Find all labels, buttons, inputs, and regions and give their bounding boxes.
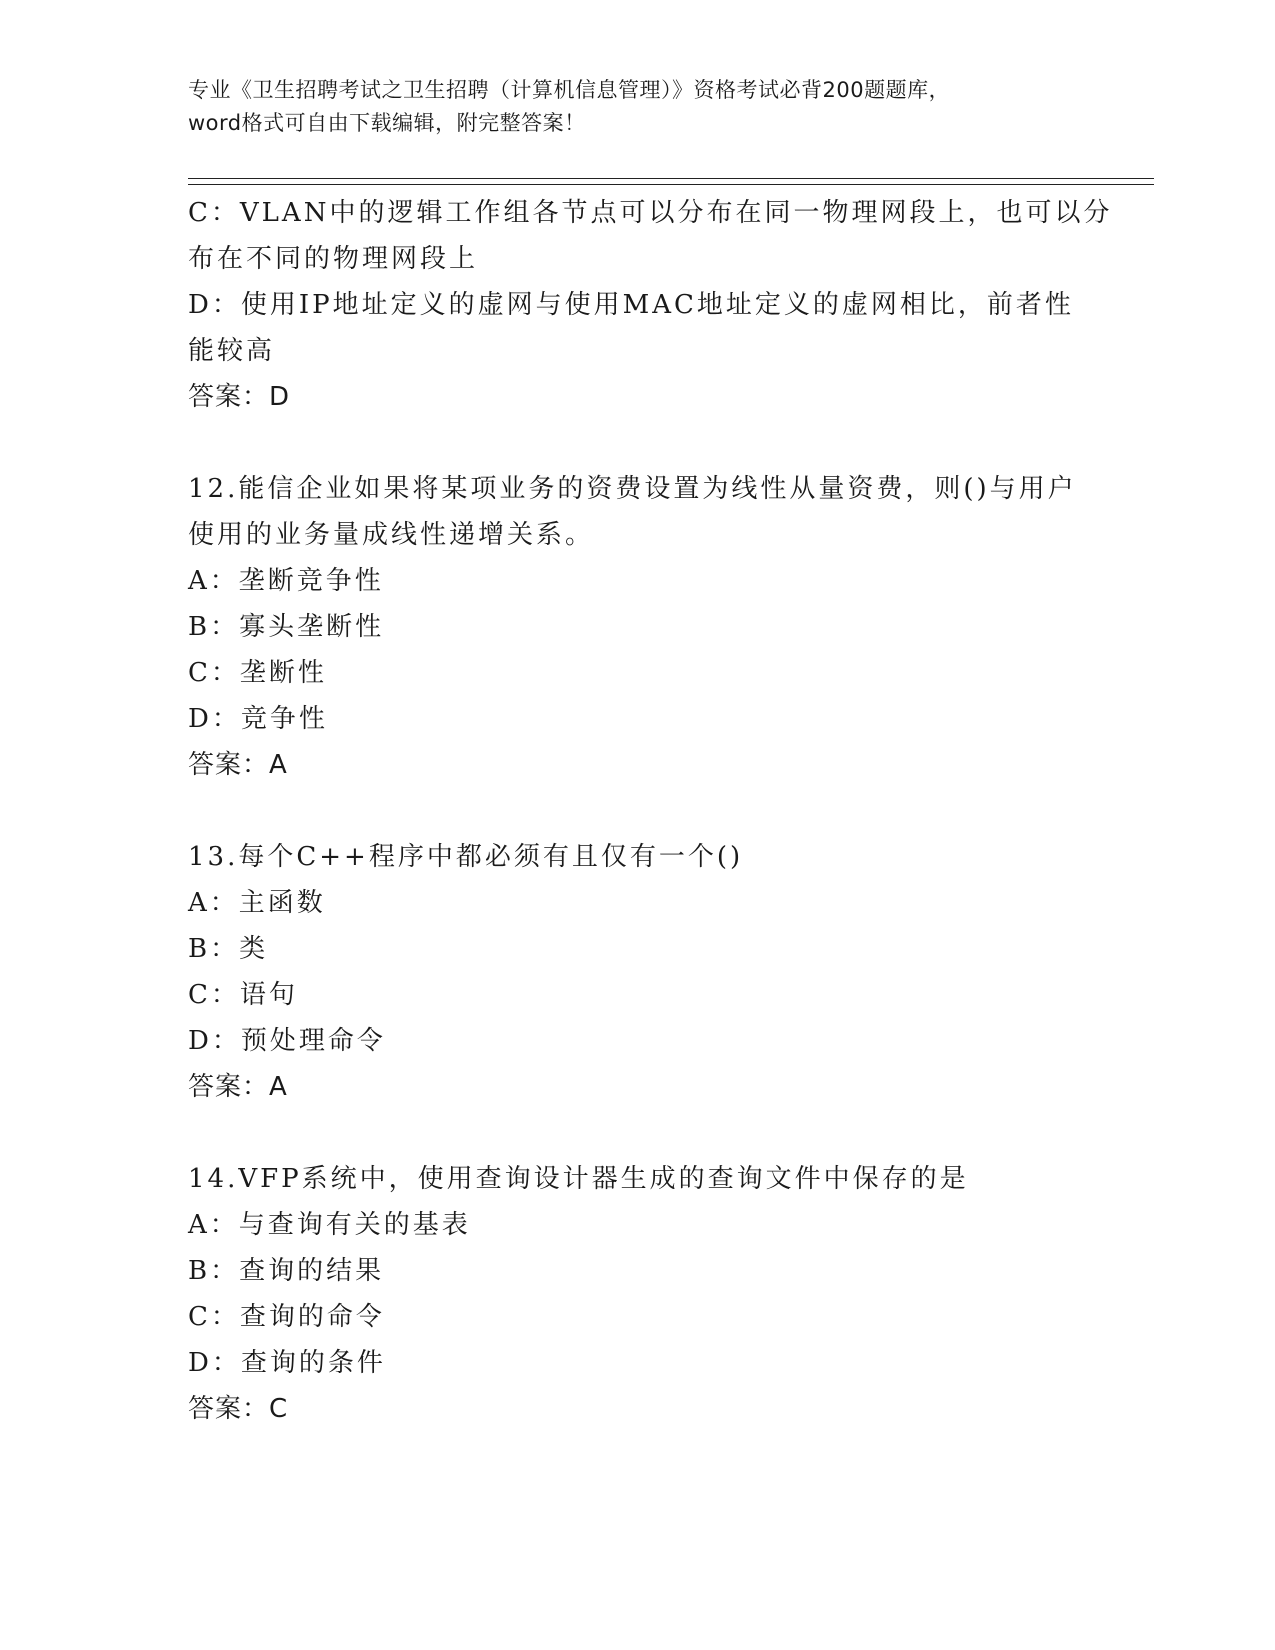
document-header: [188, 74, 1088, 140]
option-d-line-2: 能较高: [188, 336, 276, 366]
question-stem-line-1: 12.能信企业如果将某项业务的资费设置为线性从量资费，则()与用户: [188, 474, 1077, 504]
header-divider-top: [188, 178, 1154, 179]
option-c: C：查询的命令: [188, 1302, 385, 1332]
question-14: [188, 1156, 1088, 1432]
option-d: D：竞争性: [188, 704, 328, 734]
question-content: [188, 190, 1113, 1432]
question-stem-line-1: 13.每个C++程序中都必须有且仅有一个(): [188, 842, 744, 872]
option-d: D：查询的条件: [188, 1348, 386, 1378]
answer-13: 答案：A: [188, 1072, 288, 1102]
option-a: A：与查询有关的基表: [188, 1210, 471, 1240]
option-c-line-1: C：VLAN中的逻辑工作组各节点可以分布在同一物理网段上，也可以分: [188, 198, 1113, 228]
answer-12: 答案：A: [188, 750, 288, 780]
header-line-2: word格式可自由下载编辑，附完整答案！: [188, 111, 586, 135]
option-d: D：预处理命令: [188, 1026, 386, 1056]
spacer: [188, 1110, 1088, 1156]
option-a: A：垄断竞争性: [188, 566, 384, 596]
option-c: C：语句: [188, 980, 298, 1010]
question-stem-line-2: 使用的业务量成线性递增关系。: [188, 520, 595, 550]
question-13: [188, 834, 1088, 1110]
spacer: [188, 788, 1088, 834]
question-11-continuation: [188, 190, 1113, 420]
question-stem-line-1: 14.VFP系统中，使用查询设计器生成的查询文件中保存的是: [188, 1164, 969, 1194]
option-a: A：主函数: [188, 888, 326, 918]
option-c: C：垄断性: [188, 658, 327, 688]
question-12: [188, 466, 1088, 788]
option-b: B：类: [188, 934, 269, 964]
header-divider-bottom: [188, 184, 1154, 185]
option-b: B：寡头垄断性: [188, 612, 385, 642]
answer-11: 答案：D: [188, 382, 291, 412]
header-line-1: 专业《卫生招聘考试之卫生招聘（计算机信息管理）》资格考试必背200题题库，: [188, 78, 951, 102]
spacer: [188, 420, 1088, 466]
option-b: B：查询的结果: [188, 1256, 385, 1286]
option-d-line-1: D：使用IP地址定义的虚网与使用MAC地址定义的虚网相比，前者性: [188, 290, 1074, 320]
option-c-line-2: 布在不同的物理网段上: [188, 244, 479, 274]
answer-14: 答案：C: [188, 1394, 289, 1424]
